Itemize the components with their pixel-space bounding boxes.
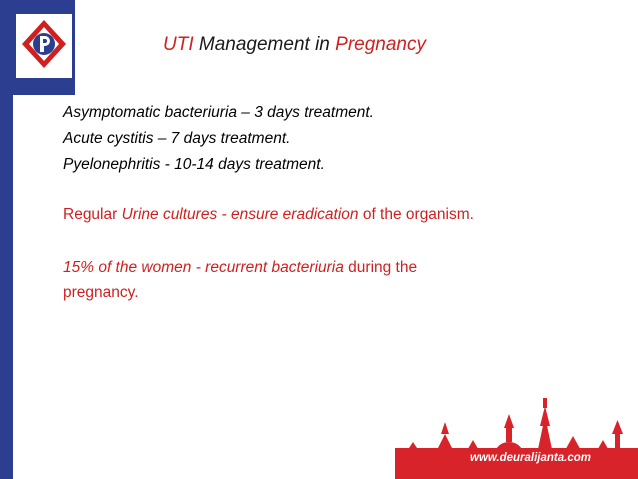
title-middle: Management in	[193, 34, 336, 55]
logo-emblem-icon	[16, 14, 72, 78]
line-asymptomatic: Asymptomatic bacteriuria – 3 days treatment.	[63, 104, 374, 121]
para2-b: during the	[343, 259, 418, 276]
line-acute-cystitis: Acute cystitis – 7 days treatment.	[63, 130, 291, 147]
line-pyelonephritis: Pyelonephritis - 10-14 days treatment.	[63, 156, 325, 173]
para2-a: 15% of the women - recurrent bacteriuria	[63, 259, 344, 276]
para-urine-cultures	[63, 206, 474, 224]
para1-a: Regular	[63, 206, 122, 223]
slide-title	[163, 34, 426, 56]
para1-b: Urine cultures - ensure eradication	[121, 206, 359, 223]
left-accent-bar	[0, 0, 13, 479]
deuralijanta-logo	[13, 0, 75, 95]
para-recurrent	[63, 259, 417, 277]
footer-url[interactable]: www.deuralijanta.com	[470, 452, 591, 464]
para-recurrent-cont: pregnancy.	[63, 284, 139, 301]
title-pregnancy: Pregnancy	[335, 34, 426, 55]
para1-c: of the organism.	[358, 206, 474, 223]
title-uti: UTI	[163, 34, 194, 55]
